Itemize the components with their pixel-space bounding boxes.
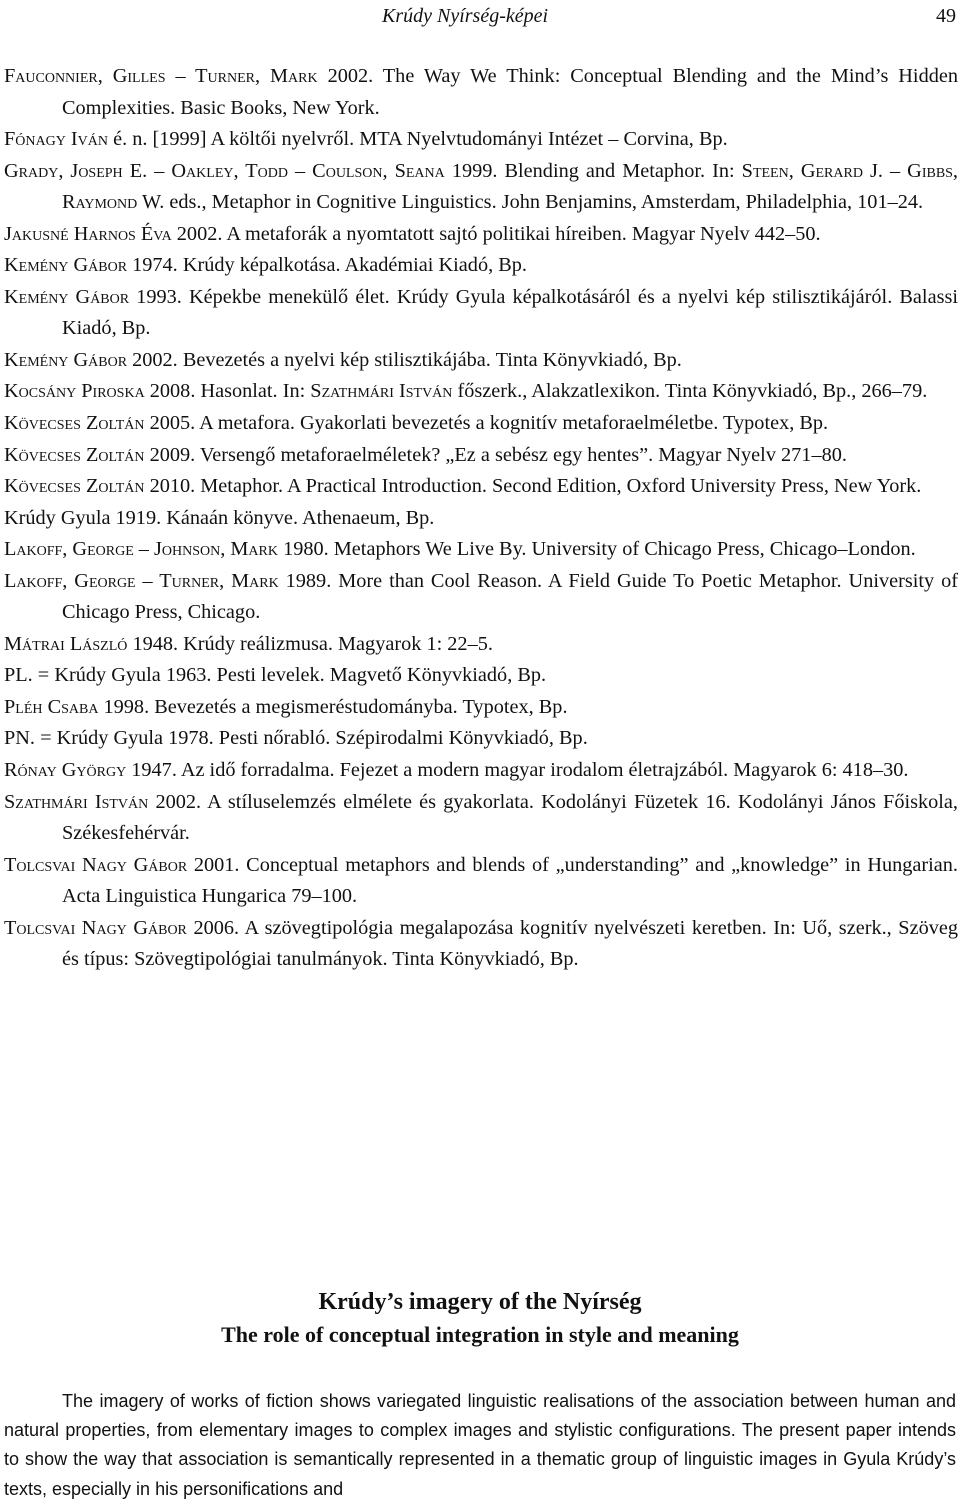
reference-entry (4, 913, 958, 976)
reference-author: Kocsány Piroska (4, 380, 145, 403)
reference-entry (4, 250, 958, 282)
reference-text: PN. = Krúdy Gyula 1978. Pesti nőrabló. Szépirodalmi Könyvkiadó, Bp. (4, 727, 588, 750)
article-title: Krúdy’s imagery of the Nyírség (318, 1289, 642, 1315)
reference-entry (4, 723, 958, 755)
reference-text: 1974. Krúdy képalkotása. Akadémiai Kiadó, Bp. (127, 254, 527, 277)
reference-author: Grady, Joseph E. – Oakley, Todd – Coulson, Seana (4, 159, 445, 182)
reference-author: Kövecses Zoltán (4, 475, 145, 498)
reference-author: Pléh Csaba (4, 695, 99, 718)
reference-text: é. n. [1999] A költői nyelvről. MTA Nyelvtudományi Intézet – Corvina, Bp. (108, 128, 728, 151)
reference-entry (4, 660, 958, 692)
reference-text: főszerk., Alakzatlexikon. Tinta Könyvkiadó, Bp., 266–79. (452, 380, 928, 403)
reference-text: eds., Metaphor in Cognitive Linguistics. John Benjamins, Amsterdam, Philadelphia, 101–24. (164, 191, 924, 214)
reference-text: 2001. Conceptual metaphors and blends of „understanding” and „knowledge” in Hungarian. Acta Linguistica Hungarica 79–100. (62, 853, 958, 908)
reference-author: Lakoff, George – Johnson, Mark (4, 538, 278, 561)
reference-text: 2006. A szövegtipológia megalapozása kognitív nyelvészeti keretben. In: Uő, szerk., Szöveg és típus: Szövegtipológiai tanulmányok. Tinta Könyvkiadó, Bp. (62, 916, 959, 971)
reference-author: Jakusné Harnos Éva (4, 222, 172, 245)
reference-author: Kövecses Zoltán (4, 443, 145, 466)
reference-text: 1998. Bevezetés a megismeréstudományba. Typotex, Bp. (98, 695, 568, 718)
reference-author: Lakoff, George – Turner, Mark (4, 569, 279, 592)
reference-entry (4, 282, 958, 345)
reference-entry (4, 503, 958, 535)
reference-author: Szathmári István (4, 790, 149, 813)
reference-text: 2002. Bevezetés a nyelvi kép stilisztikájába. Tinta Könyvkiadó, Bp. (127, 348, 682, 371)
reference-text: 1999. Blending and Metaphor. In: (444, 159, 742, 182)
reference-text: 1948. Krúdy reálizmusa. Magyarok 1: 22–5. (127, 632, 493, 655)
reference-text: 1980. Metaphors We Live By. University of Chicago Press, Chicago–London. (278, 538, 916, 561)
reference-author: Tolcsvai Nagy Gábor (4, 916, 187, 939)
reference-text: 2010. Metaphor. A Practical Introduction. Second Edition, Oxford University Press, New York. (144, 475, 922, 498)
reference-author: Fónagy Iván (4, 128, 108, 151)
page-header (0, 4, 960, 28)
reference-editors: Szathmári István (310, 380, 453, 403)
reference-author: Kemény Gábor (4, 285, 130, 308)
reference-text: 1947. Az idő forradalma. Fejezet a modern magyar irodalom életrajzából. Magyarok 6: 418–30. (126, 759, 909, 782)
reference-list (4, 61, 958, 976)
reference-text: 2002. A stíluselemzés elmélete és gyakorlata. Kodolányi Füzetek 16. Kodolányi János Főiskola, Székesfehérvár. (62, 790, 958, 845)
reference-entry (4, 471, 958, 503)
reference-author: Mátrai László (4, 632, 128, 655)
page-number: 49 (936, 5, 956, 27)
reference-entry (4, 408, 958, 440)
reference-text: 2002. A metaforák a nyomtatott sajtó politikai híreiben. Magyar Nyelv 442–50. (171, 222, 821, 245)
reference-entry (4, 61, 958, 124)
abstract-text: The imagery of works of fiction shows variegated linguistic realisations of the association between human and natural properties, from elementary images to complex images and stylistic configurations. The present paper intends to show the way that association is semantically represented in a thematic group of linguistic images in Gyula Krúdy’s texts, especially in his personifications and (4, 1391, 956, 1499)
reference-entry (4, 755, 958, 787)
reference-entry (4, 534, 958, 566)
article-heading (0, 1285, 960, 1351)
reference-entry (4, 156, 958, 219)
reference-text: PL. = Krúdy Gyula 1963. Pesti levelek. Magvető Könyvkiadó, Bp. (4, 664, 547, 687)
reference-text: 2008. Hasonlat. In: (144, 380, 311, 403)
reference-entry (4, 787, 958, 850)
reference-text: 2009. Versengő metaforaelméletek? „Ez a sebész egy hentes”. Magyar Nyelv 271–80. (144, 443, 847, 466)
reference-author: Tolcsvai Nagy Gábor (4, 853, 188, 876)
reference-entry (4, 692, 958, 724)
reference-entry (4, 345, 958, 377)
reference-author: Kemény Gábor (4, 254, 128, 277)
reference-text: 2002. The Way We Think: Conceptual Blending and the Mind’s Hidden Complexities. Basic Books, New York. (62, 65, 958, 119)
reference-entry (4, 124, 958, 156)
reference-entry (4, 566, 958, 629)
reference-entry (4, 219, 958, 251)
article-subtitle: The role of conceptual integration in style and meaning (221, 1322, 739, 1347)
reference-entry (4, 440, 958, 472)
reference-text: Krúdy Gyula 1919. Kánaán könyve. Athenaeum, Bp. (4, 506, 435, 529)
reference-entry (4, 376, 958, 408)
reference-text: 1989. More than Cool Reason. A Field Guide To Poetic Metaphor. University of Chicago Press, Chicago. (62, 569, 958, 624)
reference-text: 1993. Képekbe menekülő élet. Krúdy Gyula képalkotásáról és a nyelvi kép stilisztikájáról. Balassi Kiadó, Bp. (62, 285, 958, 340)
reference-editors: Steen, Gerard J. – Gibbs, Raymond W. (62, 159, 959, 214)
reference-author: Fauconnier, Gilles – Turner, Mark (4, 65, 318, 87)
reference-text: 2005. A metafora. Gyakorlati bevezetés a kognitív metaforaelméletbe. Typotex, Bp. (144, 412, 829, 435)
reference-entry (4, 850, 958, 913)
reference-entry (4, 629, 958, 661)
reference-author: Kövecses Zoltán (4, 412, 145, 435)
reference-author: Rónay György (4, 759, 127, 782)
running-title: Krúdy Nyírség-képei (382, 5, 549, 27)
reference-author: Kemény Gábor (4, 348, 128, 371)
